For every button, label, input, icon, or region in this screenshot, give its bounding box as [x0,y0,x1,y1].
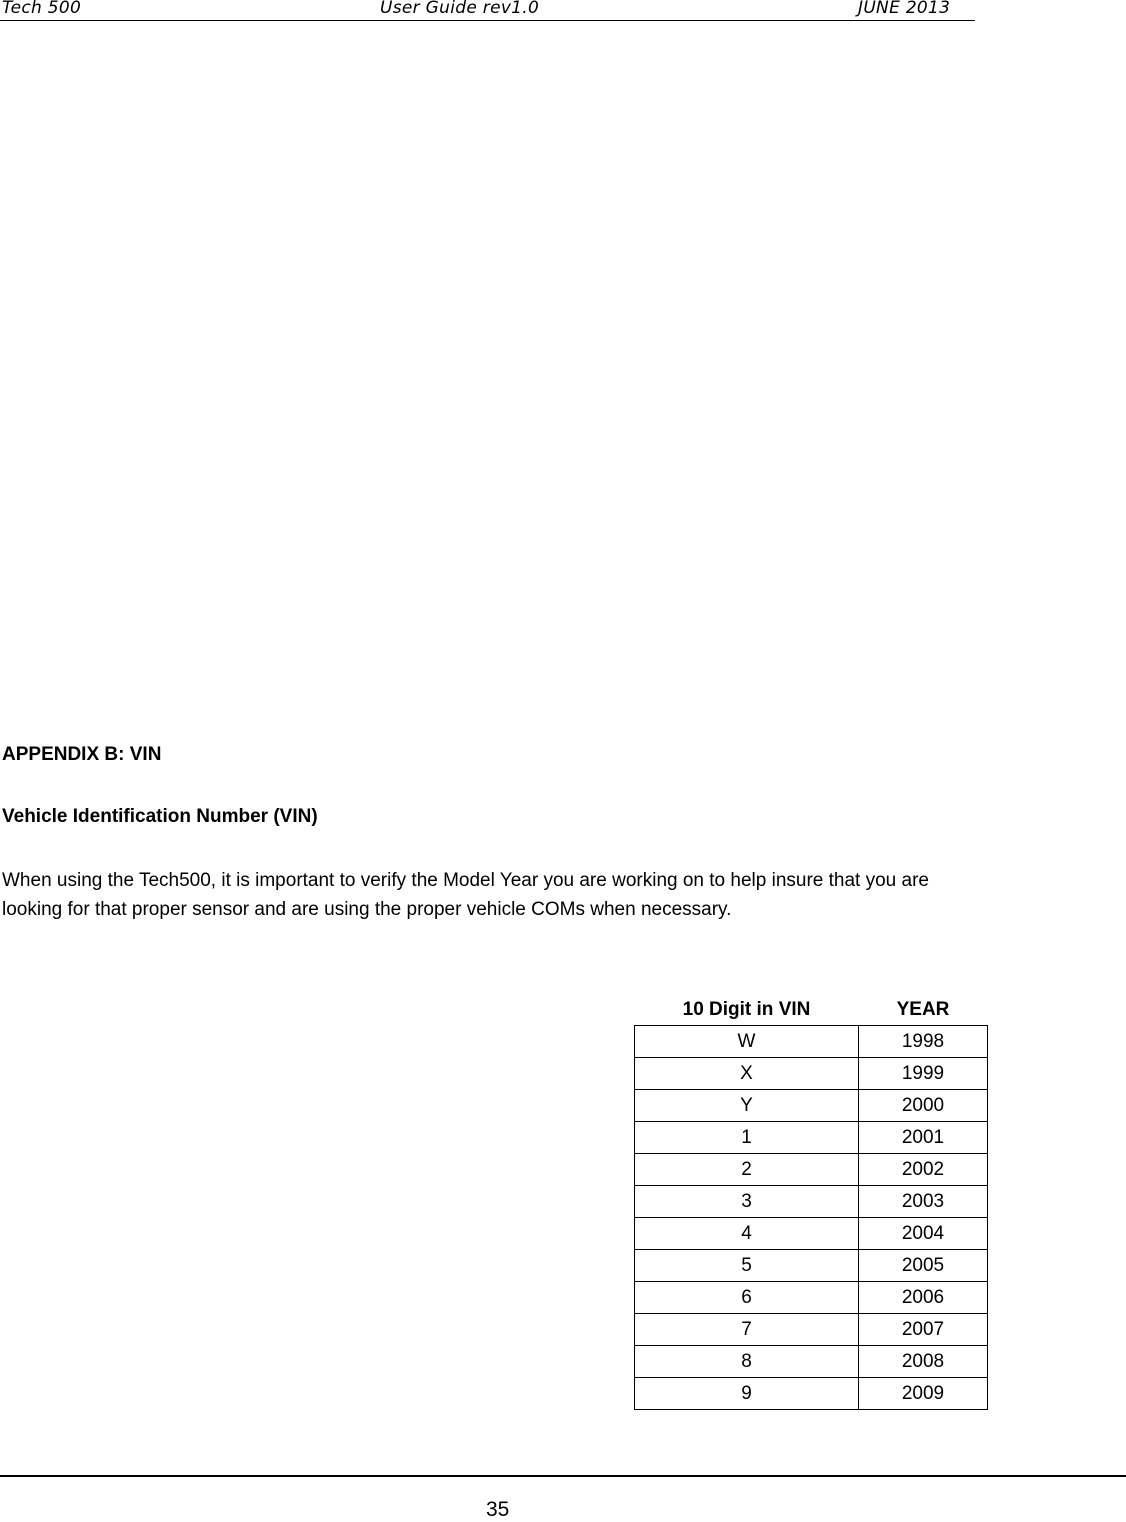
vin-digit-cell: 5 [635,1250,859,1282]
vin-digit-cell: 1 [635,1122,859,1154]
table-row [635,1154,988,1186]
year-cell: 2000 [859,1090,988,1122]
vin-digit-cell: X [635,1058,859,1090]
table-row [635,1346,988,1378]
table-row [635,1218,988,1250]
vin-digit-cell: 7 [635,1314,859,1346]
table-row [635,1314,988,1346]
vin-digit-cell: 3 [635,1186,859,1218]
page-number: 35 [486,1498,510,1521]
section-title: Vehicle Identification Number (VIN) [2,806,318,827]
page-header [0,0,975,21]
vin-digit-cell: 4 [635,1218,859,1250]
table-row [635,1122,988,1154]
table-row [635,1282,988,1314]
year-cell: 2001 [859,1122,988,1154]
vin-year-table [634,994,988,1410]
header-doc-title: User Guide rev1.0 [380,0,540,18]
year-cell: 2004 [859,1218,988,1250]
header-date: JUNE 2013 [858,0,951,18]
year-cell: 2007 [859,1314,988,1346]
year-cell: 2006 [859,1282,988,1314]
table-row [635,1090,988,1122]
vin-digit-cell: 6 [635,1282,859,1314]
appendix-title: APPENDIX B: VIN [2,744,162,765]
table-row [635,1378,988,1410]
year-cell: 2003 [859,1186,988,1218]
vin-digit-cell: 2 [635,1154,859,1186]
body-paragraph: When using the Tech500, it is important to verify the Model Year you are working on to help insure that you are looking for that proper sensor and are using the proper vehicle COMs when necessary. [2,870,929,920]
table-row [635,1026,988,1058]
year-cell: 1998 [859,1026,988,1058]
table-row [635,1186,988,1218]
year-cell: 2008 [859,1346,988,1378]
header-product: Tech 500 [2,0,82,18]
table-row [635,1250,988,1282]
vin-digit-cell: 9 [635,1378,859,1410]
table-row [635,1058,988,1090]
year-cell: 2002 [859,1154,988,1186]
year-cell: 2005 [859,1250,988,1282]
column-header-vin-digit: 10 Digit in VIN [682,998,811,1020]
vin-digit-cell: 8 [635,1346,859,1378]
year-cell: 1999 [859,1058,988,1090]
column-header-year: YEAR [896,998,950,1020]
vin-digit-cell: W [635,1026,859,1058]
vin-digit-cell: Y [635,1090,859,1122]
table-header-row [635,994,988,1026]
year-cell: 2009 [859,1378,988,1410]
footer-divider [0,1475,1126,1477]
